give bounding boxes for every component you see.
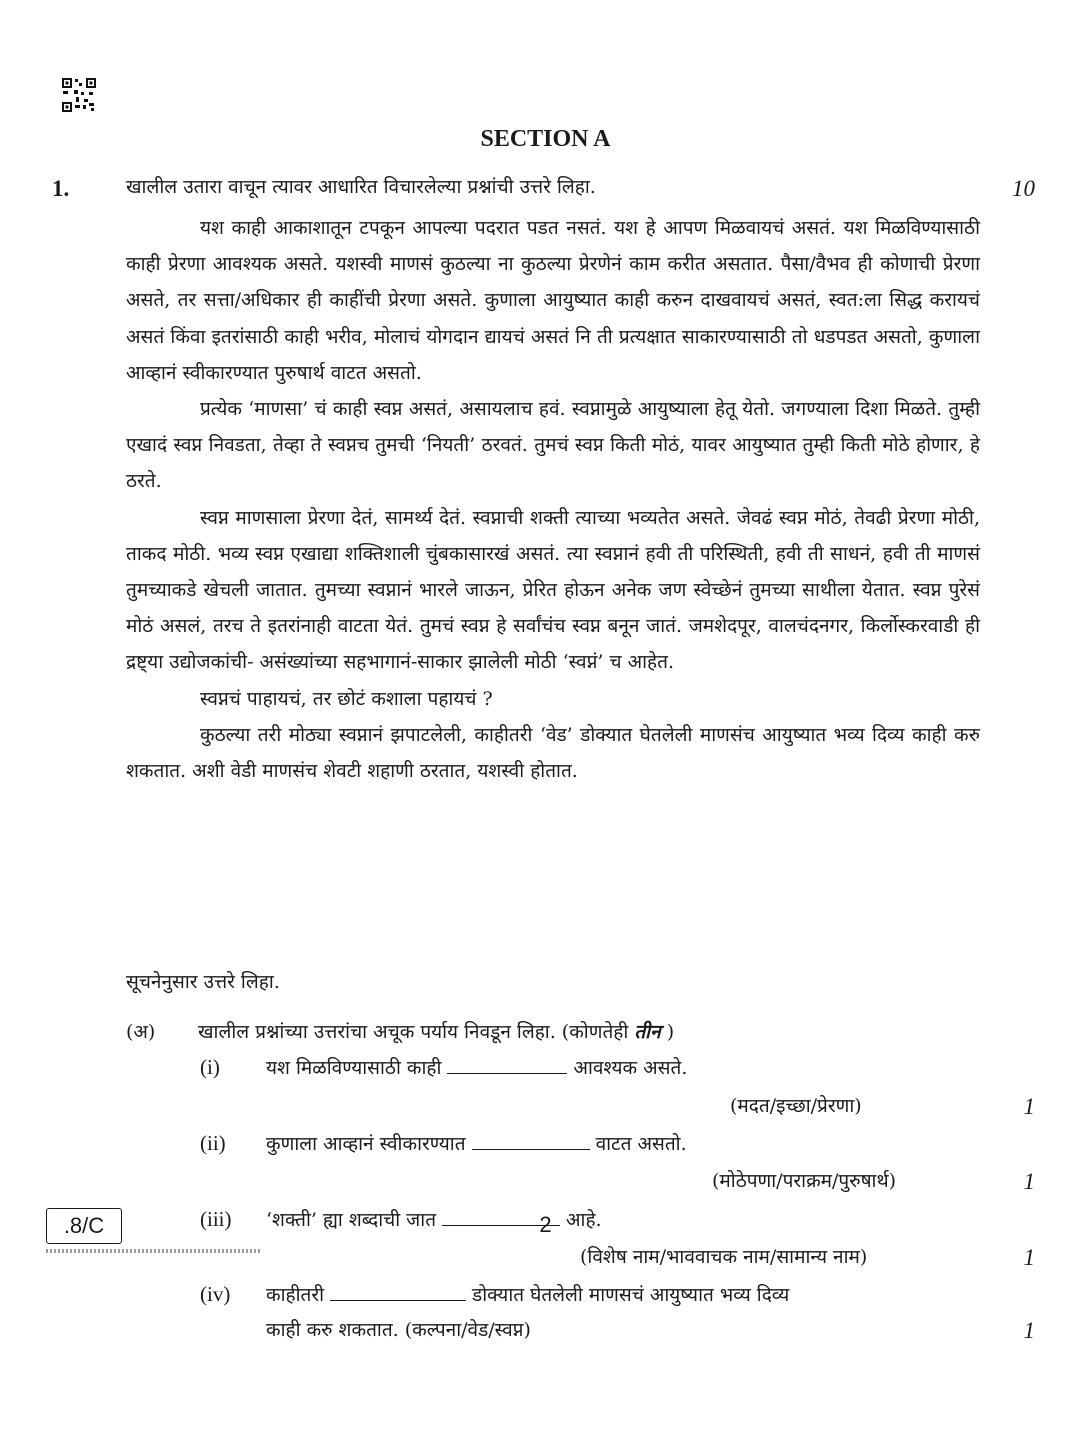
item-text-after: डोक्यात घेतलेली माणसचं आयुष्यात भव्य दिव्य [472,1284,790,1306]
item-marks: 1 [1023,1094,1035,1119]
item-options: (विशेष नाम/भाववाचक नाम/सामान्य नाम) [580,1246,868,1268]
passage-paragraph: स्वप्नचं पाहायचं, तर छोटं कशाला पहायचं ? [200,687,493,710]
part-a-text: खालील प्रश्नांच्या उत्तरांचा अचूक पर्याय निवडून लिहा. (कोणतेही [198,1021,629,1043]
item-text-before: ‘शक्ती’ ह्या शब्दाची जात [266,1209,437,1231]
answer-blank [447,1055,567,1074]
question-marks: 10 [1012,176,1035,201]
item-options: (मोठेपणा/पराक्रम/पुरुषार्थ) [712,1170,897,1192]
page-number: 2 [539,1212,552,1237]
item-text-after: आहे. [566,1209,602,1231]
item-text-before: कुणाला आव्हानं स्वीकारण्यात [266,1133,466,1155]
item-number: (iv) [200,1282,231,1306]
part-a-emphasis: तीन [634,1021,661,1043]
passage-paragraph: यश काही आकाशातून टपकून आपल्या पदरात पडत नसतं. यश हे आपण मिळवायचं असतं. यश मिळविण्यासाठी काही प्रेरणा आवश्यक असते. यशस्वी माणसं कुठल्या ना कुठल्या प्रेरणेनं काम करीत असतात. पैसा/वैभव ही कोणाची प्रेरणा असते, तर सत्ता/अधिकार ही काहींची प्रेरणा असते. कुणाला आयुष्यात काही करुन दाखवायचं असतं, स्वत:ला सिद्ध करायचं असतं किंवा इतरांसाठी काही भरीव, मोलाचं योगदान द्यायचं असतं नि ती प्रत्यक्षात साकारण्यासाठी तो धडपडत असतो, कुणाला आव्हानं स्वीकारण्यात पुरुषार्थ वाटत असतो. [126,217,980,384]
footer-strip [46,1249,262,1253]
item-number: (ii) [200,1131,226,1155]
item-text-before: काहीतरी [266,1284,325,1306]
mcq-item [200,1054,687,1080]
item-marks: 1 [1023,1318,1035,1343]
section-title: SECTION A [480,126,611,152]
item-text-after: वाटत असतो. [595,1133,687,1155]
item-text-after: आवश्यक असते. [573,1057,688,1079]
passage-paragraph: प्रत्येक ‘माणसा’ चं काही स्वप्न असतं, असायलाच हवं. स्वप्नामुळे आयुष्याला हेतू येतो. जगण्याला दिशा मिळते. तुम्ही एखादं स्वप्न निवडता, तेव्हा ते स्वप्नच तुमची ‘नियती’ ठरवतं. तुमचं स्वप्न किती मोठं, यावर आयुष्यात तुम्ही किती मोठे होणार, हे ठरते. [126,398,980,493]
sub-instruction: सूचनेनुसार उत्तरे लिहा. [126,971,280,993]
passage [126,210,980,789]
item-text-line2: काही करु शकतात. (कल्पना/वेड/स्वप्न) [266,1319,531,1341]
answer-blank [472,1131,590,1150]
question-number: 1. [52,176,70,201]
item-marks: 1 [1023,1169,1035,1194]
part-a-label: (अ) [126,1021,156,1043]
part-a-close: ) [666,1021,675,1043]
mcq-item [200,1281,789,1307]
item-text-before: यश मिळविण्यासाठी काही [266,1057,442,1079]
answer-blank [330,1282,466,1301]
paper-code: .8/C [46,1208,122,1244]
passage-paragraph: कुठल्या तरी मोठ्या स्वप्नानं झपाटलेली, काहीतरी ‘वेड’ डोक्यात घेतलेली माणसंच आयुष्यात भव्य दिव्य काही करु शकतात. अशी वेडी माणसंच शेवटी शहाणी ठरतात, यशस्वी होतात. [126,723,980,783]
question-instruction: खालील उतारा वाचून त्यावर आधारित विचारलेल्या प्रश्नांची उत्तरे लिहा. [126,176,596,198]
item-number: (i) [200,1055,220,1079]
item-marks: 1 [1023,1245,1035,1270]
item-options: (मदत/इच्छा/प्रेरणा) [730,1095,862,1117]
passage-paragraph: स्वप्न माणसाला प्रेरणा देतं, सामर्थ्य देतं. स्वप्नाची शक्ती त्याच्या भव्यतेत असते. जेवढं स्वप्न मोठं, तेवढी प्रेरणा मोठी, ताकद मोठी. भव्य स्वप्न एखाद्या शक्तिशाली चुंबकासारखं असतं. त्या स्वप्नानं हवी ती परिस्थिती, हवी ती साधनं, हवी ती माणसं तुमच्याकडे खेचली जातात. तुमच्या स्वप्नानं भारले जाऊन, प्रेरित होऊन अनेक जण स्वेच्छेनं तुमच्या साथीला येतात. स्वप्न पुरेसं मोठं असलं, तरच ते इतरांनाही वाटता येतं. तुमचं स्वप्न हे सर्वांचंच स्वप्न बनून जातं. जमशेदपूर, वालचंदनगर, किर्लोस्करवाडी ही द्रष्ट्या उद्योजकांची- असंख्यांच्या सहभागानं-साकार झालेली मोठी ‘स्वप्नं’ च आहेत. [126,506,980,674]
qr-code-icon [62,78,96,112]
item-number: (iii) [200,1207,232,1231]
mcq-item [200,1130,687,1156]
part-a-instruction [198,1018,674,1044]
